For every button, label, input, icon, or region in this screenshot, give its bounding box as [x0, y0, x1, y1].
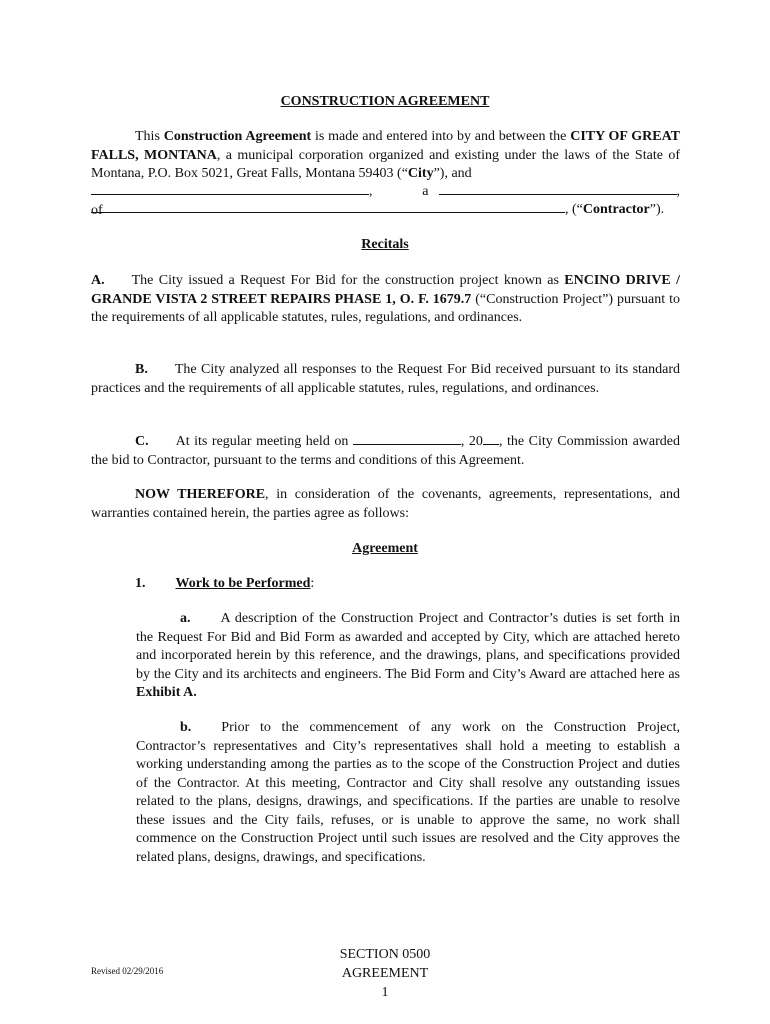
contractor-type-blank[interactable] — [439, 183, 677, 195]
now-therefore-bold: NOW THEREFORE — [135, 487, 266, 502]
recital-c-label: C. — [135, 434, 149, 449]
item-a-label: a. — [180, 611, 191, 626]
item-b — [136, 719, 680, 867]
agreement-heading: Agreement — [352, 541, 418, 556]
item-b-text: Prior to the commencement of any work on the Construction Project, Contractor’s representatives and City’s representatives shall hold a meeting to establish a working understanding among the parties as to the scope of the Construction Project and duties of the Contractor. At this meeting, Contractor and City shall resolve any outstanding issues related to the plans, designs, drawings, and specifications. If the parties are unable to resolve these issues and the City fails, refuses, or is unable to approve the same, no work shall commence on the Construction Project until such issues are resolved and the City approves the related plans, designs, drawings, and specifications. — [136, 720, 680, 865]
intro-text: , a — [369, 184, 429, 199]
intro-text: , of — [91, 184, 680, 218]
recitals-heading: Recitals — [361, 237, 409, 252]
intro-bold-agreement: Construction Agreement — [163, 129, 312, 144]
contractor-name-blank[interactable] — [91, 183, 369, 195]
footer-agreement: AGREEMENT — [341, 966, 429, 981]
intro-blank-line-2 — [91, 201, 680, 220]
recital-b-text: The City analyzed all responses to the Request For Bid received pursuant to its standard practices and the requirements of all applicable statutes, rules, regulations, and ordinances. — [91, 362, 680, 396]
now-therefore-text: , in consideration of the covenants, agreements, representations, and warranties contained herein, the parties agree as follows: — [91, 487, 680, 521]
intro-bold-contractor: Contractor — [582, 202, 650, 217]
intro-bold-city: City — [407, 166, 434, 181]
intro-text: This — [135, 129, 164, 144]
section-1-heading — [91, 575, 680, 594]
recital-a-text: The City issued a Request For Bid for the construction project known as — [131, 273, 565, 288]
contractor-address-blank[interactable] — [91, 201, 565, 213]
recital-c — [91, 433, 680, 470]
intro-text: ”). — [649, 202, 665, 217]
meeting-date-blank[interactable] — [353, 433, 461, 445]
section-1-number: 1. — [135, 576, 146, 591]
revised-date: Revised 02/29/2016 — [91, 966, 164, 976]
recital-c-text: At its regular meeting held on — [175, 434, 353, 449]
recital-a-label: A. — [91, 273, 105, 288]
recital-c-text: , the City Commission awarded the bid to Contractor, pursuant to the terms and conditions of this Agreement. — [91, 434, 680, 468]
intro-text: is made and entered into by and between the — [311, 129, 571, 144]
item-a-exhibit: Exhibit A. — [136, 685, 197, 700]
page-footer — [0, 945, 770, 1002]
item-a — [136, 610, 680, 703]
intro-text: , (“ — [565, 202, 583, 217]
recital-b-label: B. — [135, 362, 148, 377]
recital-b — [91, 361, 680, 398]
recital-c-text: , 20 — [460, 434, 483, 449]
recital-a — [91, 272, 680, 328]
intro-text: , a municipal corporation organized and existing under the laws of the State of Montana, P.O. Box 5021, Great Falls, Montana 59403 (“ — [91, 147, 680, 181]
intro-bold-city-name: CITY OF GREAT FALLS, MONTANA — [91, 129, 681, 163]
item-a-text: A description of the Construction Project and Contractor’s duties is set forth in the Request For Bid and Bid Form as awarded and accepted by City, which are attached hereto and incorporated herein by this reference, and the drawings, plans, and specifications provided by the City and its architects and engineers. The Bid Form and City’s Award are attached here as — [136, 611, 680, 682]
section-1-colon: : — [310, 576, 315, 591]
section-1-title: Work to be Performed — [175, 576, 311, 591]
now-therefore-paragraph — [91, 486, 680, 523]
intro-paragraph — [91, 128, 680, 184]
page-number: 1 — [381, 985, 389, 1000]
footer-section: SECTION 0500 — [339, 947, 431, 962]
recital-a-text: (“Construction Project”) pursuant to the requirements of all applicable statutes, rules, regulations, and ordinances. — [91, 291, 681, 325]
document-title: CONSTRUCTION AGREEMENT — [280, 94, 490, 109]
recital-a-project-name: ENCINO DRIVE / GRANDE VISTA 2 STREET REPAIRS PHASE 1, O. F. 1679.7 — [91, 273, 681, 307]
meeting-year-blank[interactable] — [483, 433, 499, 445]
intro-text: ”), and — [433, 166, 472, 181]
item-b-label: b. — [180, 720, 192, 735]
